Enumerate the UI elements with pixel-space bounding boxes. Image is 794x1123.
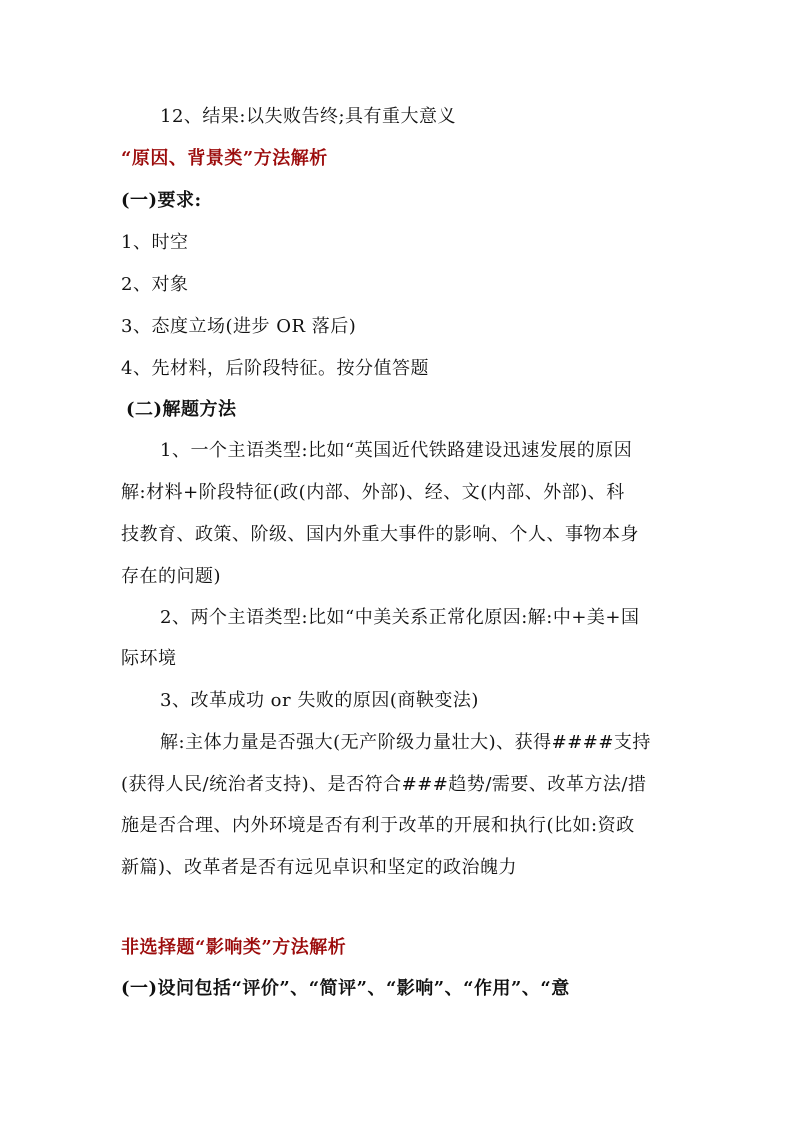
- section-heading-impact: 非选择题“影响类”方法解析: [121, 937, 347, 958]
- paragraph-line: 存在的问题): [121, 566, 222, 587]
- paragraph-line: 2、两个主语类型:比如“中美关系正常化原因:解:中+美+国: [160, 607, 640, 628]
- subheading-requirements: (一)要求:: [121, 190, 202, 211]
- list-item-material-first: 4、先材料，后阶段特征。按分值答题: [121, 358, 429, 379]
- paragraph-line: 解:材料+阶段特征(政(内部、外部)、经、文(内部、外部)、科: [121, 482, 625, 503]
- paragraph-line: 技教育、政策、阶级、国内外重大事件的影响、个人、事物本身: [121, 524, 639, 545]
- section-heading-causes: “原因、背景类”方法解析: [121, 148, 328, 169]
- paragraph-line: 1、一个主语类型:比如“英国近代铁路建设迅速发展的原因: [160, 440, 633, 461]
- text-line-result: 12、结果:以失败告终;具有重大意义: [160, 106, 457, 127]
- paragraph-line: 际环境: [121, 648, 177, 669]
- subheading-question-types: (一)设问包括“评价”、“简评”、“影响”、“作用”、“意: [121, 978, 570, 999]
- paragraph-line: 3、改革成功 or 失败的原因(商鞅变法): [160, 690, 479, 711]
- paragraph-line: 新篇)、改革者是否有远见卓识和坚定的政治魄力: [121, 857, 518, 878]
- paragraph-line: 施是否合理、内外环境是否有利于改革的开展和执行(比如:资政: [121, 815, 635, 836]
- subheading-methods: (二)解题方法: [126, 399, 237, 420]
- paragraph-line: 解:主体力量是否强大(无产阶级力量壮大)、获得####支持: [160, 732, 651, 753]
- list-item-stance: 3、态度立场(进步 OR 落后): [121, 316, 357, 337]
- list-item-time-space: 1、时空: [121, 232, 189, 253]
- list-item-object: 2、对象: [121, 274, 189, 295]
- paragraph-line: (获得人民/统治者支持)、是否符合###趋势/需要、改革方法/措: [121, 774, 647, 795]
